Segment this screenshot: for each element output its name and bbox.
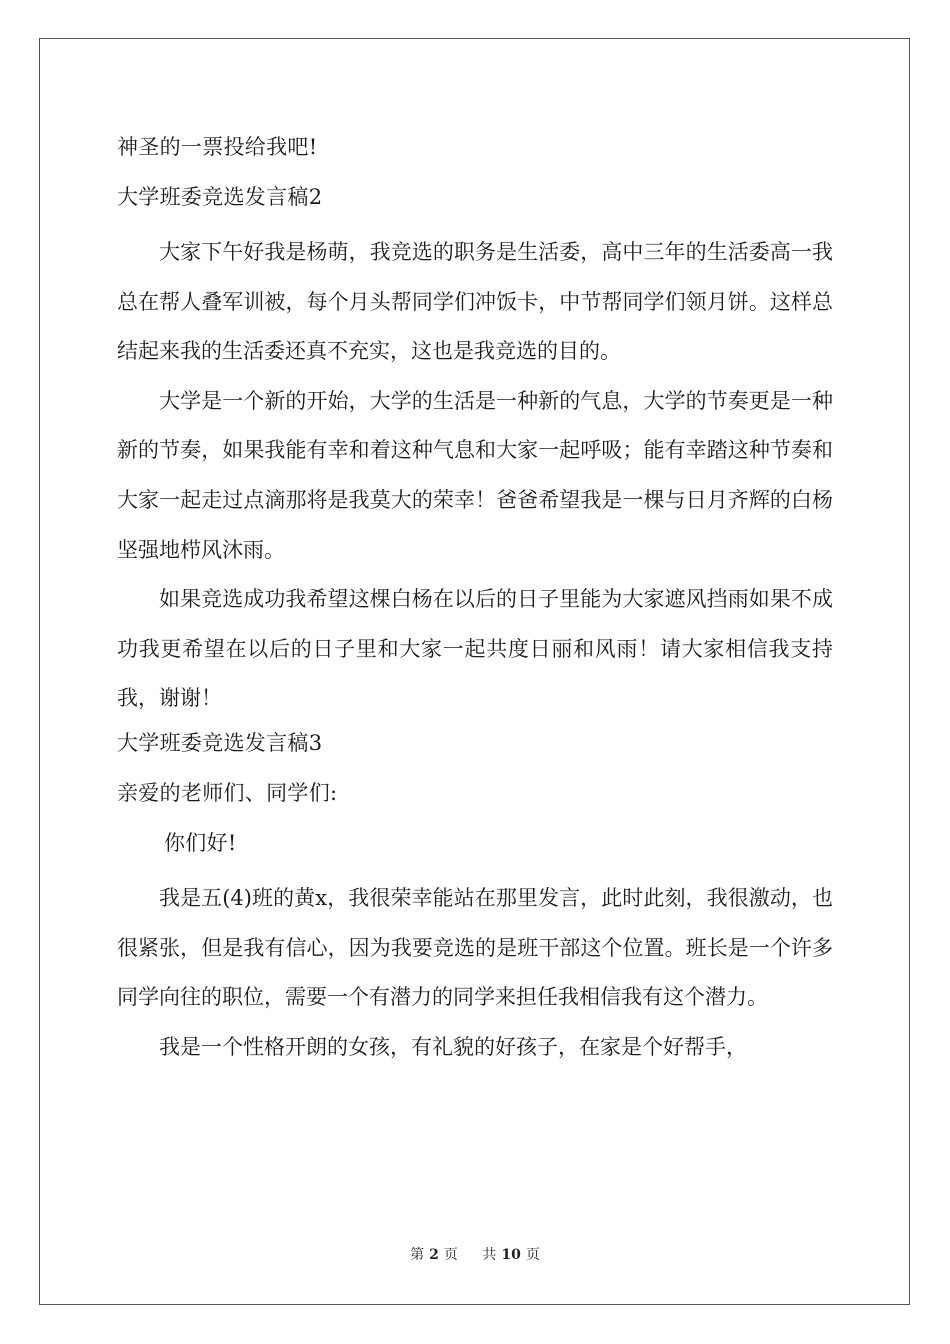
current-page: 2 [429,1247,439,1263]
section-heading-3: 大学班委竞选发言稿3 [117,730,323,755]
total-pages [477,1247,544,1263]
page-number [405,1247,463,1263]
paragraph-5: 我是一个性格开朗的女孩，有礼貌的好孩子，在家是个好帮手， [159,1034,747,1059]
paragraph-3: 如果竞选成功我希望这棵白杨在以后的日子里能为大家遮风挡雨如果不成功我更希望在以后的日子里和大家一起共度日丽和风雨！请大家相信我支持我，谢谢！ [117,587,833,711]
closing-line: 神圣的一票投给我吧! [117,135,318,159]
paragraph-2: 大学是一个新的开始，大学的生活是一种新的气息，大学的节奏更是一种新的节奏，如果我能有幸和着这种气息和大家一起呼吸；能有幸踏这种节奏和大家一起走过点滴那将是我莫大的荣幸！爸爸希望我是一棵与日月齐辉的白杨坚强地栉风沐雨。 [117,388,833,562]
total-suffix: 页 [525,1247,540,1263]
total-prefix: 共 [482,1247,497,1263]
page-prefix: 第 [410,1247,425,1263]
paragraph-1: 大家下午好我是杨萌，我竞选的职务是生活委，高中三年的生活委高一我总在帮人叠军训被，每个月头帮同学们冲饭卡，中节帮同学们领月饼。这样总结起来我的生活委还真不充实，这也是我竞选的目的。 [117,240,833,364]
paragraph-4: 我是五(4)班的黄x，我很荣幸能站在那里发言，此时此刻，我很激动，也很紧张，但是我有信心，因为我要竞选的是班干部这个位置。班长是一个许多同学向往的职位，需要一个有潜力的同学来担任我相信我有这个潜力。 [117,885,833,1010]
page-footer [0,1244,950,1264]
section-heading-2: 大学班委竞选发言稿2 [117,185,323,209]
page-suffix: 页 [443,1247,458,1263]
greeting-line: 你们好! [164,830,237,855]
total-count: 10 [501,1247,521,1263]
document-body [117,128,833,1072]
salutation-line: 亲爱的老师们、同学们: [117,780,338,805]
